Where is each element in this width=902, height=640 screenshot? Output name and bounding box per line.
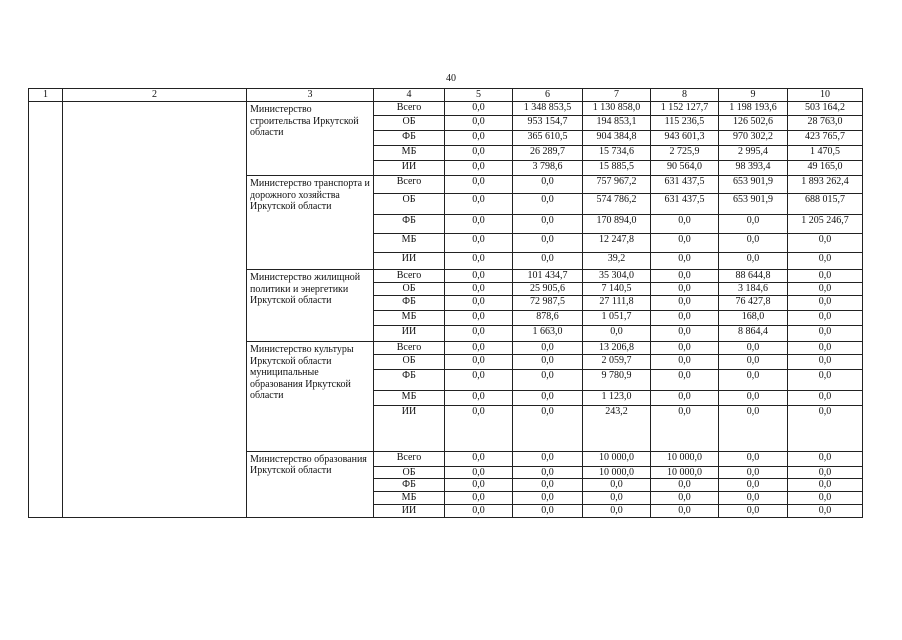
amount-cell: 0,0 xyxy=(651,311,719,326)
amount-cell: 0,0 xyxy=(513,234,583,253)
funding-source: МБ xyxy=(374,492,445,505)
funding-source: ФБ xyxy=(374,215,445,234)
amount-cell: 0,0 xyxy=(719,253,788,270)
amount-cell: 2 059,7 xyxy=(583,354,651,369)
amount-cell: 15 734,6 xyxy=(583,146,651,161)
amount-cell: 10 000,0 xyxy=(651,451,719,466)
amount-cell: 0,0 xyxy=(513,369,583,390)
amount-cell: 904 384,8 xyxy=(583,131,651,146)
amount-cell: 365 610,5 xyxy=(513,131,583,146)
amount-cell: 0,0 xyxy=(445,505,513,518)
amount-cell: 653 901,9 xyxy=(719,176,788,194)
amount-cell: 0,0 xyxy=(719,234,788,253)
amount-cell: 0,0 xyxy=(445,369,513,390)
amount-cell: 423 765,7 xyxy=(788,131,863,146)
funding-source: МБ xyxy=(374,390,445,405)
amount-cell: 0,0 xyxy=(651,296,719,311)
amount-cell: 0,0 xyxy=(445,451,513,466)
amount-cell: 1 470,5 xyxy=(788,146,863,161)
amount-cell: 757 967,2 xyxy=(583,176,651,194)
amount-cell: 3 798,6 xyxy=(513,161,583,176)
amount-cell: 0,0 xyxy=(445,194,513,215)
col1-cell xyxy=(29,102,63,518)
budget-table xyxy=(28,88,863,518)
amount-cell: 1 152 127,7 xyxy=(651,102,719,116)
column-header: 9 xyxy=(719,89,788,102)
amount-cell: 1 130 858,0 xyxy=(583,102,651,116)
amount-cell: 0,0 xyxy=(445,296,513,311)
amount-cell: 0,0 xyxy=(719,405,788,451)
amount-cell: 0,0 xyxy=(788,311,863,326)
amount-cell: 49 165,0 xyxy=(788,161,863,176)
amount-cell: 0,0 xyxy=(651,253,719,270)
amount-cell: 0,0 xyxy=(788,326,863,342)
amount-cell: 0,0 xyxy=(719,479,788,492)
amount-cell: 98 393,4 xyxy=(719,161,788,176)
amount-cell: 1 893 262,4 xyxy=(788,176,863,194)
funding-source: ФБ xyxy=(374,479,445,492)
amount-cell: 12 247,8 xyxy=(583,234,651,253)
amount-cell: 1 348 853,5 xyxy=(513,102,583,116)
column-header: 1 xyxy=(29,89,63,102)
amount-cell: 90 564,0 xyxy=(651,161,719,176)
amount-cell: 0,0 xyxy=(445,390,513,405)
column-header: 5 xyxy=(445,89,513,102)
amount-cell: 0,0 xyxy=(788,492,863,505)
amount-cell: 0,0 xyxy=(788,451,863,466)
organization-name: Министерство образования Иркутской области xyxy=(247,451,374,518)
amount-cell: 27 111,8 xyxy=(583,296,651,311)
funding-source: Всего xyxy=(374,270,445,283)
amount-cell: 878,6 xyxy=(513,311,583,326)
amount-cell: 0,0 xyxy=(651,492,719,505)
column-header: 7 xyxy=(583,89,651,102)
amount-cell: 39,2 xyxy=(583,253,651,270)
column-header: 4 xyxy=(374,89,445,102)
amount-cell: 0,0 xyxy=(445,116,513,131)
amount-cell: 0,0 xyxy=(513,492,583,505)
amount-cell: 0,0 xyxy=(651,270,719,283)
funding-source: МБ xyxy=(374,311,445,326)
amount-cell: 0,0 xyxy=(788,466,863,479)
funding-source: Всего xyxy=(374,176,445,194)
amount-cell: 28 763,0 xyxy=(788,116,863,131)
amount-cell: 0,0 xyxy=(788,390,863,405)
amount-cell: 35 304,0 xyxy=(583,270,651,283)
amount-cell: 653 901,9 xyxy=(719,194,788,215)
amount-cell: 0,0 xyxy=(513,466,583,479)
funding-source: Всего xyxy=(374,102,445,116)
amount-cell: 243,2 xyxy=(583,405,651,451)
amount-cell: 0,0 xyxy=(445,215,513,234)
amount-cell: 0,0 xyxy=(445,234,513,253)
amount-cell: 0,0 xyxy=(651,215,719,234)
amount-cell: 0,0 xyxy=(583,479,651,492)
amount-cell: 0,0 xyxy=(445,176,513,194)
amount-cell: 13 206,8 xyxy=(583,342,651,355)
amount-cell: 0,0 xyxy=(513,253,583,270)
amount-cell: 0,0 xyxy=(445,270,513,283)
amount-cell: 0,0 xyxy=(788,342,863,355)
amount-cell: 72 987,5 xyxy=(513,296,583,311)
amount-cell: 101 434,7 xyxy=(513,270,583,283)
amount-cell: 26 289,7 xyxy=(513,146,583,161)
amount-cell: 574 786,2 xyxy=(583,194,651,215)
organization-name: Министерство культуры Иркутской области муниципальные образования Иркутской области xyxy=(247,342,374,452)
amount-cell: 970 302,2 xyxy=(719,131,788,146)
amount-cell: 0,0 xyxy=(719,451,788,466)
amount-cell: 0,0 xyxy=(513,405,583,451)
amount-cell: 0,0 xyxy=(788,369,863,390)
funding-source: Всего xyxy=(374,342,445,355)
amount-cell: 8 864,4 xyxy=(719,326,788,342)
funding-source: ОБ xyxy=(374,194,445,215)
amount-cell: 0,0 xyxy=(651,369,719,390)
amount-cell: 1 051,7 xyxy=(583,311,651,326)
amount-cell: 0,0 xyxy=(651,505,719,518)
amount-cell: 503 164,2 xyxy=(788,102,863,116)
amount-cell: 0,0 xyxy=(788,505,863,518)
amount-cell: 0,0 xyxy=(445,131,513,146)
amount-cell: 631 437,5 xyxy=(651,176,719,194)
amount-cell: 2 725,9 xyxy=(651,146,719,161)
amount-cell: 7 140,5 xyxy=(583,283,651,296)
amount-cell: 631 437,5 xyxy=(651,194,719,215)
organization-name: Министерство строительства Иркутской области xyxy=(247,102,374,176)
amount-cell: 1 205 246,7 xyxy=(788,215,863,234)
column-header: 3 xyxy=(247,89,374,102)
amount-cell: 0,0 xyxy=(445,311,513,326)
amount-cell: 76 427,8 xyxy=(719,296,788,311)
amount-cell: 0,0 xyxy=(651,342,719,355)
amount-cell: 10 000,0 xyxy=(651,466,719,479)
amount-cell: 10 000,0 xyxy=(583,451,651,466)
funding-source: ФБ xyxy=(374,296,445,311)
amount-cell: 0,0 xyxy=(513,451,583,466)
column-header: 10 xyxy=(788,89,863,102)
amount-cell: 0,0 xyxy=(719,505,788,518)
amount-cell: 0,0 xyxy=(445,405,513,451)
amount-cell: 1 198 193,6 xyxy=(719,102,788,116)
funding-source: МБ xyxy=(374,234,445,253)
amount-cell: 0,0 xyxy=(513,479,583,492)
amount-cell: 0,0 xyxy=(719,466,788,479)
amount-cell: 1 663,0 xyxy=(513,326,583,342)
funding-source: ИИ xyxy=(374,253,445,270)
amount-cell: 0,0 xyxy=(513,505,583,518)
amount-cell: 0,0 xyxy=(651,354,719,369)
amount-cell: 0,0 xyxy=(719,369,788,390)
header-row xyxy=(29,89,863,102)
amount-cell: 0,0 xyxy=(445,326,513,342)
column-header: 8 xyxy=(651,89,719,102)
amount-cell: 0,0 xyxy=(651,390,719,405)
amount-cell: 0,0 xyxy=(719,354,788,369)
amount-cell: 2 995,4 xyxy=(719,146,788,161)
amount-cell: 0,0 xyxy=(651,405,719,451)
funding-source: ИИ xyxy=(374,505,445,518)
amount-cell: 0,0 xyxy=(445,146,513,161)
funding-source: ИИ xyxy=(374,326,445,342)
amount-cell: 0,0 xyxy=(719,342,788,355)
amount-cell: 0,0 xyxy=(445,492,513,505)
amount-cell: 943 601,3 xyxy=(651,131,719,146)
funding-source: ИИ xyxy=(374,405,445,451)
funding-source: ОБ xyxy=(374,354,445,369)
amount-cell: 0,0 xyxy=(583,505,651,518)
funding-source: ОБ xyxy=(374,283,445,296)
amount-cell: 0,0 xyxy=(651,234,719,253)
amount-cell: 0,0 xyxy=(513,215,583,234)
amount-cell: 0,0 xyxy=(719,390,788,405)
funding-source: ФБ xyxy=(374,369,445,390)
amount-cell: 126 502,6 xyxy=(719,116,788,131)
amount-cell: 0,0 xyxy=(445,466,513,479)
amount-cell: 0,0 xyxy=(788,234,863,253)
funding-source: МБ xyxy=(374,146,445,161)
amount-cell: 0,0 xyxy=(445,161,513,176)
amount-cell: 0,0 xyxy=(445,354,513,369)
organization-name: Министерство транспорта и дорожного хозяйства Иркутской области xyxy=(247,176,374,270)
col2-cell xyxy=(63,102,247,518)
amount-cell: 0,0 xyxy=(788,405,863,451)
amount-cell: 0,0 xyxy=(445,283,513,296)
amount-cell: 0,0 xyxy=(788,253,863,270)
amount-cell: 0,0 xyxy=(445,253,513,270)
amount-cell: 0,0 xyxy=(719,215,788,234)
amount-cell: 115 236,5 xyxy=(651,116,719,131)
funding-source: ОБ xyxy=(374,466,445,479)
amount-cell: 0,0 xyxy=(445,102,513,116)
amount-cell: 0,0 xyxy=(445,479,513,492)
amount-cell: 0,0 xyxy=(513,390,583,405)
amount-cell: 0,0 xyxy=(788,283,863,296)
amount-cell: 0,0 xyxy=(788,354,863,369)
amount-cell: 688 015,7 xyxy=(788,194,863,215)
funding-source: ИИ xyxy=(374,161,445,176)
amount-cell: 0,0 xyxy=(651,283,719,296)
amount-cell: 1 123,0 xyxy=(583,390,651,405)
funding-source: ФБ xyxy=(374,131,445,146)
page-number: 40 xyxy=(446,73,456,84)
amount-cell: 0,0 xyxy=(651,479,719,492)
amount-cell: 0,0 xyxy=(583,326,651,342)
amount-cell: 10 000,0 xyxy=(583,466,651,479)
organization-name: Министерство жилищной политики и энергетики Иркутской области xyxy=(247,270,374,342)
amount-cell: 0,0 xyxy=(513,194,583,215)
amount-cell: 9 780,9 xyxy=(583,369,651,390)
amount-cell: 0,0 xyxy=(513,342,583,355)
amount-cell: 0,0 xyxy=(513,176,583,194)
amount-cell: 0,0 xyxy=(445,342,513,355)
amount-cell: 25 905,6 xyxy=(513,283,583,296)
table-row xyxy=(29,102,863,116)
amount-cell: 168,0 xyxy=(719,311,788,326)
funding-source: ОБ xyxy=(374,116,445,131)
amount-cell: 0,0 xyxy=(513,354,583,369)
amount-cell: 170 894,0 xyxy=(583,215,651,234)
column-header: 6 xyxy=(513,89,583,102)
amount-cell: 953 154,7 xyxy=(513,116,583,131)
amount-cell: 0,0 xyxy=(788,270,863,283)
amount-cell: 194 853,1 xyxy=(583,116,651,131)
column-header: 2 xyxy=(63,89,247,102)
amount-cell: 0,0 xyxy=(788,479,863,492)
amount-cell: 3 184,6 xyxy=(719,283,788,296)
amount-cell: 15 885,5 xyxy=(583,161,651,176)
funding-source: Всего xyxy=(374,451,445,466)
amount-cell: 0,0 xyxy=(719,492,788,505)
amount-cell: 0,0 xyxy=(651,326,719,342)
amount-cell: 88 644,8 xyxy=(719,270,788,283)
amount-cell: 0,0 xyxy=(788,296,863,311)
amount-cell: 0,0 xyxy=(583,492,651,505)
